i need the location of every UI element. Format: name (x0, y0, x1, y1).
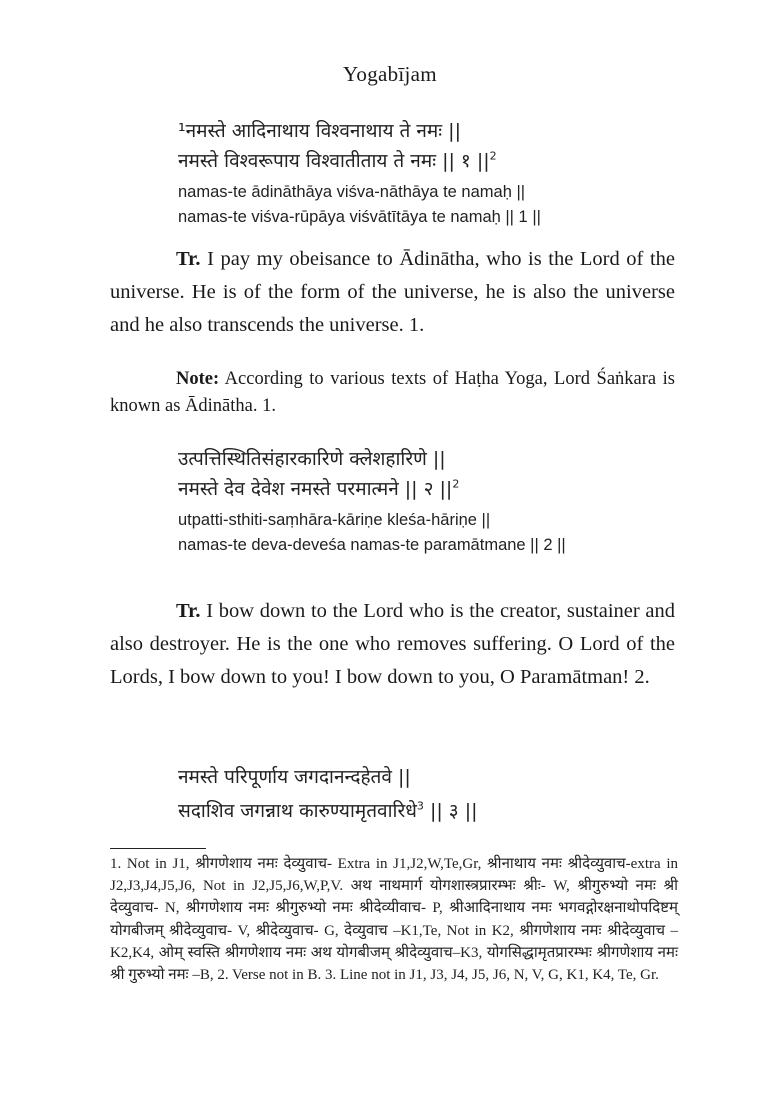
verse-1-transliteration-line-1: namas-te ādināthāya viśva-nāthāya te namaḥ || (178, 183, 526, 201)
verse-2-transliteration-line-1: utpatti-sthiti-saṃhāra-kāriṇe kleśa-hāriṇe || (178, 511, 491, 529)
verse-2-transliteration-line-2: namas-te deva-deveśa namas-te paramātmane || 2 || (178, 536, 566, 554)
verse-1-devanagari-line-1: ¹नमस्ते आदिनाथाय विश्वनाथाय ते नमः || (178, 120, 461, 142)
footnote-ref: 2 (489, 149, 497, 163)
footnote-ref: 2 (452, 477, 460, 491)
tr-label: Tr. (176, 248, 201, 270)
verse-3 (178, 760, 698, 828)
verse-3-devanagari-line-2 (178, 794, 698, 828)
verse-2-devanagari-line-2 (178, 474, 698, 504)
translation-2 (110, 595, 675, 694)
verse-3-number: || ३ || (423, 800, 478, 822)
note-label: Note: (176, 369, 220, 389)
footnote-divider (110, 848, 206, 849)
verse-2 (178, 444, 698, 558)
verse-1 (178, 116, 698, 230)
footnotes: 1. Not in J1, श्रीगणेशाय नमः देव्युवाच- Extra in J1,J2,W,Te,Gr, श्रीनाथाय नमः श्रीदेव्युवाच-extra in J2,J3,J4,J5,J6, Not in J2,J5,J6,W,P,V. अथ नाथमार्ग योगशास्त्रप्रारम्भः श्रीः- W, श्रीगुरुभ्यो नमः श्री देव्युवाच- N, श्रीगणेशाय नमः श्रीगुरुभ्यो नमः श्रीदेव्यीवाच- P, श्रीआदिनाथाय नमः भगवद्गोरक्षनाथोपदिष्टम् योगबीजम् श्रीदेव्युवाच- V, श्रीदेव्युवाच- G, देव्युवाच –K1,Te, Not in K2, श्रीगणेशाय नमः श्रीदेव्युवाच – K2,K4, ओम् स्वस्ति श्रीगणेशाय नमः अथ योगबीजम् श्रीदेव्युवाच–K3, योगसिद्धामृतप्रारम्भः श्रीगणेशाय नमः श्री गुरुभ्यो नमः –B, 2. Verse not in B. 3. Line not in J1, J3, J4, J5, J6, N, V, G, K1, K4, Te, Gr. (110, 856, 678, 984)
translation-2-text: I bow down to the Lord who is the creator, sustainer and also destroyer. He is the one who removes suffering. O Lord of the Lords, I bow down to you! I bow down to you, O Paramātman! 2. (110, 600, 676, 688)
verse-1-transliteration-line-2: namas-te viśva-rūpāya viśvātītāya te namaḥ || 1 || (178, 208, 541, 226)
verse-2-devanagari-line-2-text: नमस्ते देव देवेश नमस्ते परमात्मने || २ || (178, 478, 453, 500)
note-1 (110, 366, 675, 420)
verse-3-devanagari-line-1: नमस्ते परिपूर्णाय जगदानन्दहेतवे || (178, 766, 411, 788)
translation-1 (110, 243, 675, 342)
verse-1-devanagari-line-2-text: नमस्ते विश्वरूपाय विश्वातीताय ते नमः || १ || (178, 150, 490, 172)
verse-3-devanagari-line-2-text: सदाशिव जगन्नाथ कारुण्यामृतवारिधे (178, 800, 417, 822)
translation-1-text: I pay my obeisance to Ādinātha, who is the Lord of the universe. He is of the form of the universe, he is also the universe and he also transcends the universe. 1. (110, 248, 675, 336)
verse-1-devanagari-line-2 (178, 146, 698, 176)
running-title: Yogabījam (343, 62, 437, 86)
note-1-text: According to various texts of Haṭha Yoga, Lord Śaṅkara is known as Ādinātha. 1. (110, 369, 675, 416)
footnote-ref: 3 (416, 799, 424, 813)
tr-label: Tr. (176, 600, 201, 622)
verse-2-devanagari-line-1: उत्पत्तिस्थितिसंहारकारिणे क्लेशहारिणे || (178, 448, 446, 470)
